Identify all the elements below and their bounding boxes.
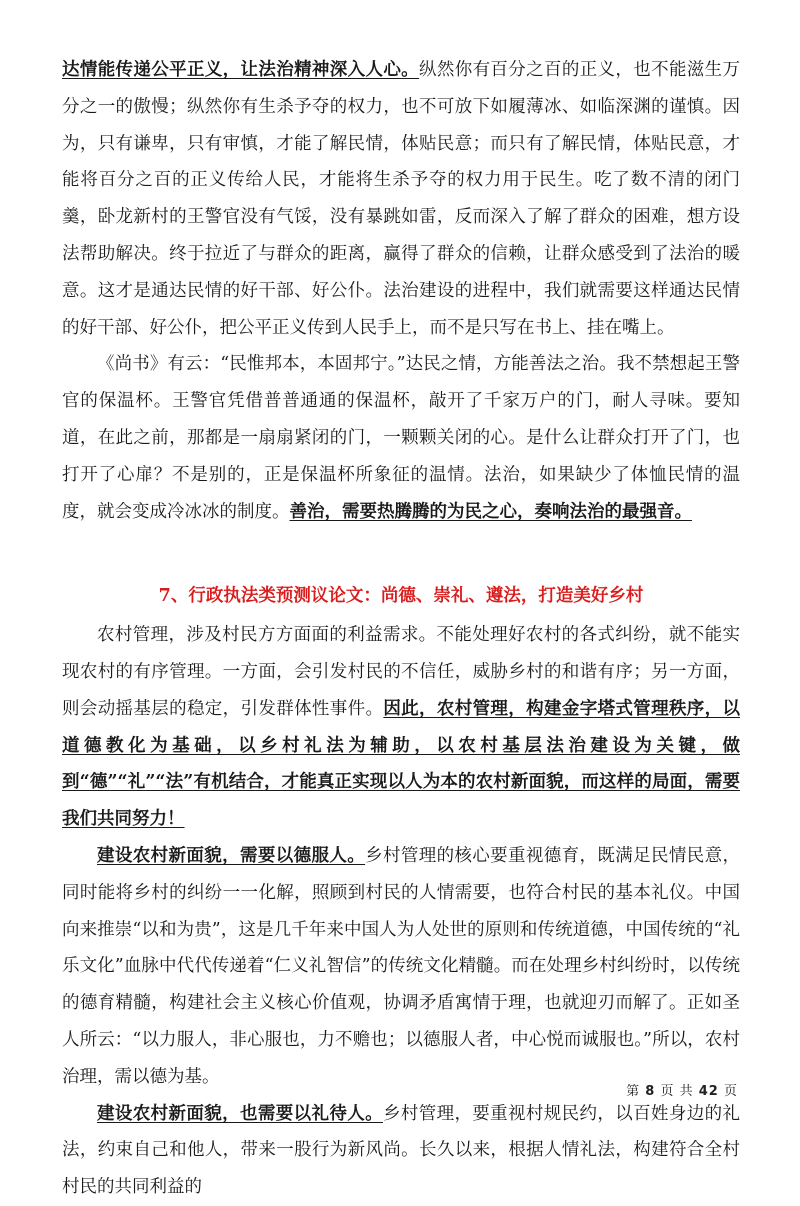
paragraph-4-body: 乡村管理的核心要重视德育，既满足民情民意，同时能将乡村的纠纷一一化解，照顾到村民的人情需要，也符合村民的基本礼仪。中国向来推崇“以和为贵”，这是几千年来中国人为人处世的原则和传统道德，中国传统的“礼乐文化”血脉中代代传递着“仁义礼智信”的传统文化精髓。而在处理乡村纠纷时，以传统的德育精髓，构建社会主义核心价值观，协调矛盾寓情于理，也就迎刃而解了。正如圣人所云：“以力服人，非心服也，力不赡也；以德服人者，中心悦而诚服也。”所以，农村治理，需以德为基。 xyxy=(62,845,741,1087)
footer-prefix: 第 xyxy=(626,1084,641,1099)
paragraph-2-body: 《尚书》有云：“民惟邦本，本固邦宁。”达民之情，方能善法之治。我不禁想起王警官的保温杯。王警官凭借普普通通的保温杯，敲开了千家万户的门，耐人寻味。要知道，在此之前，那都是一扇扇紧闭的门，一颗颗关闭的心。是什么让群众打开了门，也打开了心扉？不是别的，正是保温杯所象征的温情。法治，如果缺少了体恤民情的温度，就会变成冷冰冰的制度。 xyxy=(62,354,740,522)
paragraph-5 xyxy=(62,1096,740,1206)
document-page xyxy=(62,52,740,1206)
paragraph-3 xyxy=(62,617,740,838)
paragraph-4 xyxy=(62,838,740,1096)
paragraph-1-body: 纵然你有百分之百的正义，也不能滋生万分之一的傲慢；纵然你有生杀予夺的权力，也不可放下如履薄冰、如临深渊的谨慎。因为，只有谦卑，只有审慎，才能了解民情，体贴民意；而只有了解民情，体贴民意，才能将百分之百的正义传给人民，才能将生杀予夺的权力用于民生。吃了数不清的闭门羹，卧龙新村的王警官没有气馁，没有暴跳如雷，反而深入了解了群众的困难，想方设法帮助解决。终于拉近了与群众的距离，赢得了群众的信赖，让群众感受到了法治的暖意。这才是通达民情的好干部、好公仆。法治建设的进程中，我们就需要这样通达民情的好干部、好公仆，把公平正义传到人民手上，而不是只写在书上、挂在嘴上。 xyxy=(62,60,741,338)
paragraph-2 xyxy=(62,346,740,530)
paragraph-2-tail: 善治，需要热腾腾的为民之心，奏响法治的最强音。 xyxy=(289,501,692,522)
paragraph-5-lead: 建设农村新面貌，也需要以礼待人。 xyxy=(97,1103,383,1124)
paragraph-3-body: 农村管理，涉及村民方方面面的利益需求。不能处理好农村的各式纠纷，就不能实现农村的有序管理。一方面，会引发村民的不信任，威胁乡村的和谐有序；另一方面，则会动摇基层的稳定，引发群体性事件。 xyxy=(62,625,740,719)
paragraph-1 xyxy=(62,52,740,346)
footer-mid: 页 共 xyxy=(660,1084,694,1099)
paragraph-3-tail: 因此，农村管理，构建金字塔式管理秩序，以道德教化为基础，以乡村礼法为辅助，以农村基层法治建设为关键，做到“德”“礼”“法”有机结合，才能真正实现以人为本的农村新面貌，而这样的局面，需要我们共同努力！ xyxy=(62,698,741,830)
footer-suffix: 页 xyxy=(723,1084,738,1099)
paragraph-5-body: 乡村管理，要重视村规民约，以百姓身边的礼法，约束自己和他人，带来一股行为新风尚。长久以来，根据人情礼法，构建符合全村村民的共同利益的 xyxy=(62,1103,741,1198)
footer-page-number: 8 xyxy=(645,1084,656,1099)
page-footer xyxy=(626,1080,738,1099)
section-heading: 7、行政执法类预测议论文：尚德、崇礼、遵法，打造美好乡村 xyxy=(158,586,644,607)
paragraph-1-lead: 达情能传递公平正义，让法治精神深入人心。 xyxy=(62,60,420,80)
footer-total-pages: 42 xyxy=(698,1084,719,1099)
paragraph-4-lead: 建设农村新面貌，需要以德服人。 xyxy=(97,845,366,866)
